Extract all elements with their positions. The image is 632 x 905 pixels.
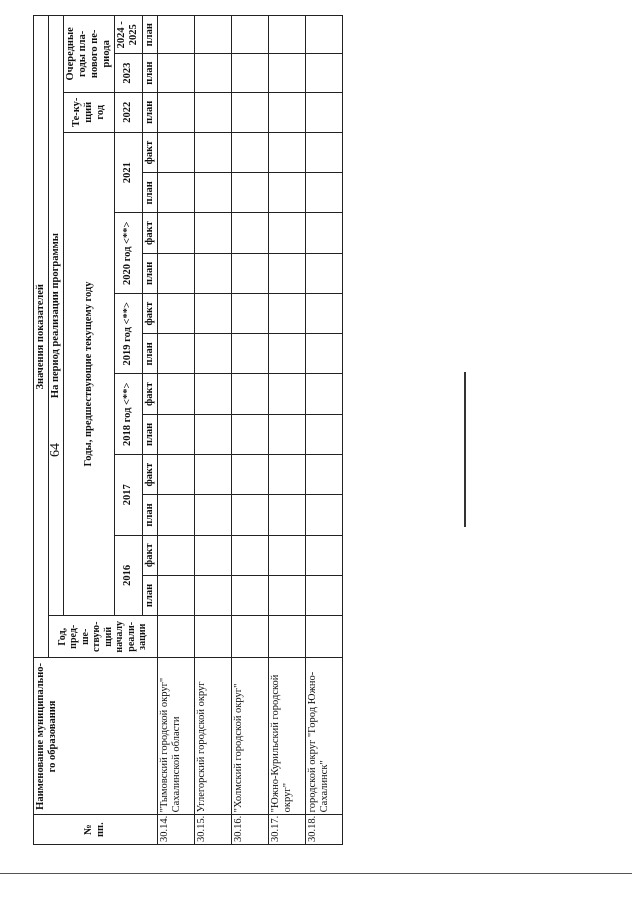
row-number: 30.16.	[231, 815, 268, 845]
row-number: 30.14.	[157, 815, 194, 845]
year-2021: 2021	[115, 132, 142, 213]
fact-2017: факт	[142, 455, 157, 495]
year-2019: 2019 год <**>	[115, 293, 142, 374]
table-row	[268, 16, 305, 845]
table-row	[231, 16, 268, 845]
year-2018: 2018 год <**>	[115, 374, 142, 455]
plan-2019: план	[142, 334, 157, 374]
table-row	[194, 16, 231, 845]
row-number: 30.15.	[194, 815, 231, 845]
year-2017: 2017	[115, 455, 142, 536]
municipality-name: городской округ "Город Южно-Сахалинск"	[305, 658, 342, 815]
plan-2024-2025: план	[142, 16, 157, 55]
values-header: Значения показателей	[34, 16, 49, 658]
row-number: 30.17.	[268, 815, 305, 845]
page-number: 64	[48, 443, 63, 457]
year-2020: 2020 год <**>	[115, 213, 142, 294]
plan-2021: план	[142, 173, 157, 213]
plan-2016: план	[142, 575, 157, 615]
fact-2018: факт	[142, 374, 157, 414]
indicators-table	[33, 15, 343, 845]
plan-2022: план	[142, 92, 157, 132]
signature-line	[464, 372, 466, 527]
plan-2023: план	[142, 54, 157, 92]
fact-2021: факт	[142, 132, 157, 172]
num-header: № пп.	[34, 815, 158, 845]
year-2024-2025: 2024 - 2025	[115, 16, 142, 55]
municipality-name: Углегорский городской округ	[194, 658, 231, 815]
plan-2020: план	[142, 253, 157, 293]
page-bottom-rule	[0, 873, 632, 874]
fact-2019: факт	[142, 293, 157, 333]
municipality-name: "Холмский городской округ"	[231, 658, 268, 815]
table-row	[157, 16, 194, 845]
current-year-header: Те-ку-щий год	[64, 92, 115, 132]
year-2022: 2022	[115, 92, 142, 132]
year-2023: 2023	[115, 54, 142, 92]
indicators-table-container	[33, 15, 413, 845]
year-2016: 2016	[115, 535, 142, 616]
prev-years-header: Годы, предшествующие текущему году	[64, 132, 115, 615]
name-header: Наименование муниципально-го образования	[34, 658, 158, 815]
plan-2017: план	[142, 495, 157, 535]
next-years-header: Очередные годы пла-нового пе-риода	[64, 16, 115, 93]
fact-2016: факт	[142, 535, 157, 575]
period-header: На период реализации программы	[49, 16, 64, 616]
municipality-name: "Тымовский городской округ" Сахалинской области	[157, 658, 194, 815]
table-row	[305, 16, 342, 845]
municipality-name: "Южно-Курильский городской округ"	[268, 658, 305, 815]
base-year-header: Год, пред-ше-ствую-щий началу реали-зации	[49, 616, 158, 658]
row-number: 30.18.	[305, 815, 342, 845]
fact-2020: факт	[142, 213, 157, 253]
plan-2018: план	[142, 414, 157, 454]
